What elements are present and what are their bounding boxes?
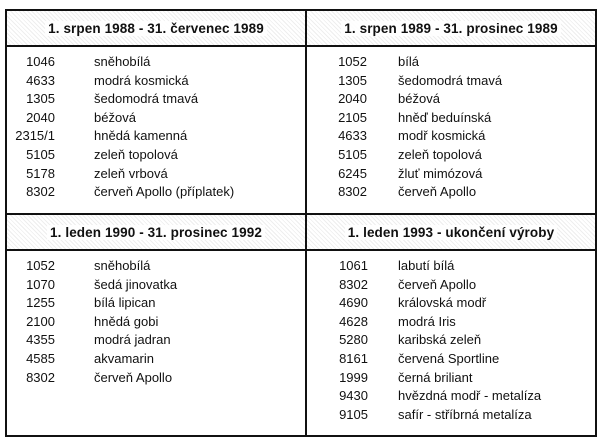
color-name: hnědá kamenná <box>94 128 188 144</box>
title-divider <box>7 45 305 47</box>
color-name: sněhobílá <box>94 258 151 273</box>
color-row <box>7 183 305 202</box>
color-name: červeň Apollo <box>398 184 477 200</box>
quadrant-1989 <box>307 11 595 213</box>
color-code: 1255 <box>26 295 55 311</box>
color-row <box>307 369 595 388</box>
color-code: 4633 <box>26 72 55 88</box>
color-code: 8302 <box>26 184 55 200</box>
color-name: hvězdná modř - metalíza <box>398 388 542 404</box>
color-code: 8161 <box>339 350 368 366</box>
color-name: šedomodrá tmavá <box>398 72 503 88</box>
color-row <box>307 294 595 313</box>
quadrant-title <box>307 11 595 45</box>
color-row <box>307 90 595 109</box>
color-code: 5105 <box>26 146 55 162</box>
color-code: 8302 <box>338 184 367 200</box>
color-name: zeleň vrbová <box>94 165 168 181</box>
quadrant-title <box>7 215 305 249</box>
color-code: 5178 <box>26 165 55 181</box>
color-code: 2040 <box>26 109 55 125</box>
title-divider <box>7 249 305 251</box>
color-code: 1070 <box>26 276 55 292</box>
color-row <box>7 369 305 388</box>
horizontal-divider <box>7 213 595 215</box>
color-row <box>7 146 305 165</box>
color-row <box>307 109 595 128</box>
color-row <box>307 183 595 202</box>
quadrant-title <box>7 11 305 45</box>
color-code: 1046 <box>26 54 55 69</box>
color-name: šedomodrá tmavá <box>94 91 199 107</box>
color-name: žluť mimózová <box>398 165 483 181</box>
color-code: 8302 <box>26 369 55 385</box>
color-row <box>307 257 595 276</box>
color-name: béžová <box>398 91 440 107</box>
color-row <box>7 127 305 146</box>
quadrant-1988-1989 <box>7 11 305 213</box>
color-row <box>7 165 305 184</box>
color-name: béžová <box>94 109 136 125</box>
color-code: 2105 <box>338 109 367 125</box>
quadrant-title <box>307 215 595 249</box>
color-code: 4628 <box>339 313 368 329</box>
color-code: 1061 <box>339 258 368 273</box>
color-name: karibská zeleň <box>398 332 482 348</box>
quadrant-title-text: 1. leden 1993 - ukončení výroby <box>345 225 557 240</box>
title-divider <box>307 249 595 251</box>
color-name: safír - stříbrná metalíza <box>398 406 532 422</box>
color-code: 4690 <box>339 295 368 311</box>
color-name: zeleň topolová <box>398 146 482 162</box>
color-row <box>307 350 595 369</box>
color-code: 1052 <box>338 54 367 69</box>
color-name: červeň Apollo <box>94 369 173 385</box>
color-code: 8302 <box>339 276 368 292</box>
color-list <box>307 53 595 202</box>
color-name: modř kosmická <box>398 128 486 144</box>
vertical-divider <box>305 11 307 435</box>
color-code: 1305 <box>338 72 367 88</box>
color-name: sněhobílá <box>94 54 151 69</box>
color-row <box>7 276 305 295</box>
color-name: modrá jadran <box>94 332 171 348</box>
color-list <box>307 257 595 424</box>
color-row <box>307 127 595 146</box>
color-row <box>307 72 595 91</box>
color-name: modrá kosmická <box>94 72 189 88</box>
color-row <box>307 387 595 406</box>
color-row <box>7 294 305 313</box>
color-row <box>7 90 305 109</box>
quadrant-1990-1992 <box>7 215 305 435</box>
color-row <box>7 350 305 369</box>
color-code: 4585 <box>26 350 55 366</box>
color-code: 5105 <box>338 146 367 162</box>
color-row <box>7 109 305 128</box>
color-row <box>307 331 595 350</box>
color-name: hnědá gobi <box>94 313 159 329</box>
color-name: červená Sportline <box>398 350 500 366</box>
color-name: labutí bílá <box>398 258 455 273</box>
color-code: 4633 <box>338 128 367 144</box>
color-row <box>307 313 595 332</box>
color-row <box>307 406 595 425</box>
color-list <box>7 53 305 202</box>
color-row <box>7 313 305 332</box>
color-code: 9105 <box>339 406 368 422</box>
color-code: 2100 <box>26 313 55 329</box>
color-name: bílá lipican <box>94 295 156 311</box>
quadrant-title-text: 1. srpen 1989 - 31. prosinec 1989 <box>341 21 560 36</box>
quadrant-title-text: 1. srpen 1988 - 31. červenec 1989 <box>45 21 267 36</box>
color-name: královská modř <box>398 295 487 311</box>
color-row <box>307 276 595 295</box>
color-name: červeň Apollo <box>398 276 477 292</box>
color-name: zeleň topolová <box>94 146 178 162</box>
color-code: 6245 <box>338 165 367 181</box>
color-code: 2040 <box>338 91 367 107</box>
color-row <box>307 53 595 72</box>
title-divider <box>307 45 595 47</box>
color-row <box>7 257 305 276</box>
color-list <box>7 257 305 387</box>
color-row <box>307 146 595 165</box>
color-code: 1305 <box>26 91 55 107</box>
color-code: 4355 <box>26 332 55 348</box>
color-row <box>7 53 305 72</box>
color-code: 1052 <box>26 258 55 273</box>
color-name: modrá Iris <box>398 313 456 329</box>
color-code: 9430 <box>339 388 368 404</box>
color-name: hněď beduínská <box>398 109 492 125</box>
quadrant-1993-end <box>307 215 595 435</box>
color-name: akvamarin <box>94 350 154 366</box>
color-name: šedá jinovatka <box>94 276 178 292</box>
color-code: 1999 <box>339 369 368 385</box>
color-table <box>5 9 597 437</box>
color-code: 5280 <box>339 332 368 348</box>
color-name: červeň Apollo (příplatek) <box>94 184 235 200</box>
color-code: 2315/1 <box>15 128 55 144</box>
color-row <box>7 331 305 350</box>
color-row <box>7 72 305 91</box>
color-name: bílá <box>398 54 419 69</box>
color-name: černá briliant <box>398 369 473 385</box>
color-row <box>307 165 595 184</box>
quadrant-title-text: 1. leden 1990 - 31. prosinec 1992 <box>47 225 265 240</box>
